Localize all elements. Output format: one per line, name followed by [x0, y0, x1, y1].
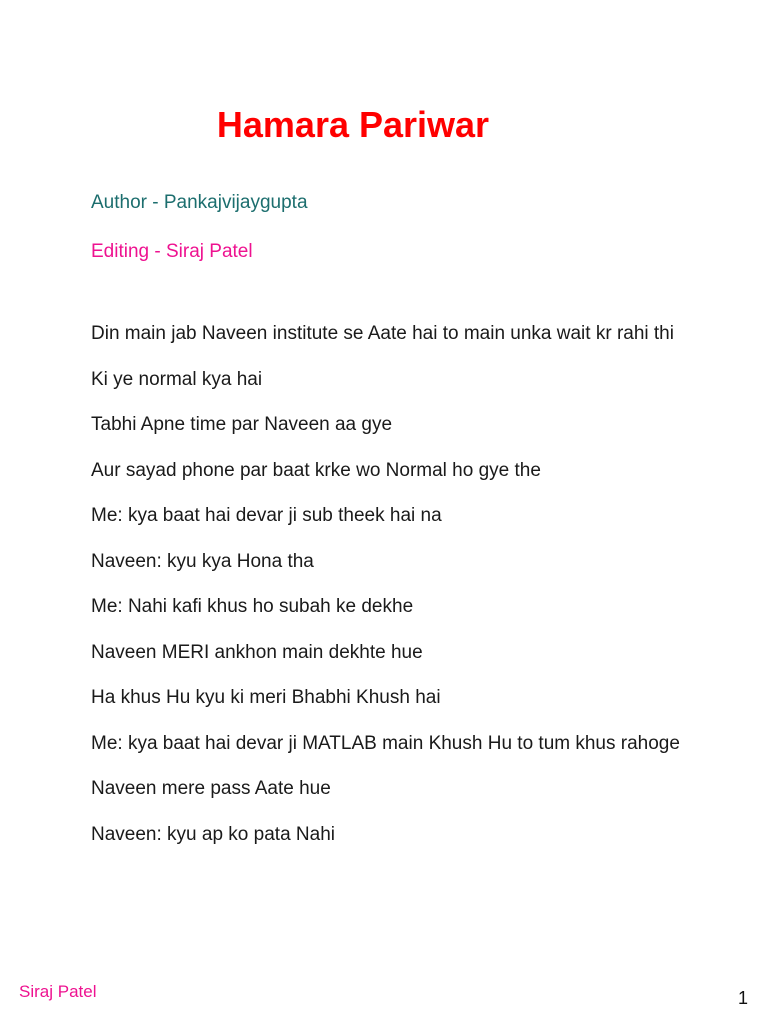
story-paragraph: Naveen: kyu ap ko pata Nahi [91, 823, 335, 845]
story-paragraph: Me: Nahi kafi khus ho subah ke dekhe [91, 596, 414, 617]
story-body [91, 319, 691, 865]
story-paragraph: Naveen mere pass Aate hue [91, 778, 331, 799]
page-number: 1 [737, 988, 748, 1008]
story-paragraph: Ki ye normal kya hai [91, 368, 263, 390]
page-title: Hamara Pariwar [216, 104, 490, 145]
story-paragraph: Me: kya baat hai devar ji sub theek hai na [91, 505, 442, 526]
story-paragraph: Tabhi Apne time par Naveen aa gye [91, 414, 393, 435]
editing-line: Editing - Siraj Patel [91, 241, 253, 262]
author-line: Author - Pankajvijaygupta [91, 192, 308, 213]
story-paragraph: Ha khus Hu kyu ki meri Bhabhi Khush hai [91, 687, 441, 708]
story-paragraph: Din main jab Naveen institute se Aate hai to main unka wait kr rahi thi [91, 323, 674, 344]
story-paragraph: Aur sayad phone par baat krke wo Normal ho gye the [91, 459, 541, 481]
story-paragraph: Naveen MERI ankhon main dekhte hue [91, 641, 423, 663]
story-paragraph: Naveen: kyu kya Hona tha [91, 550, 314, 572]
footer-name: Siraj Patel [19, 982, 97, 1001]
story-paragraph: Me: kya baat hai devar ji MATLAB main Khush Hu to tum khus rahoge [91, 732, 680, 754]
